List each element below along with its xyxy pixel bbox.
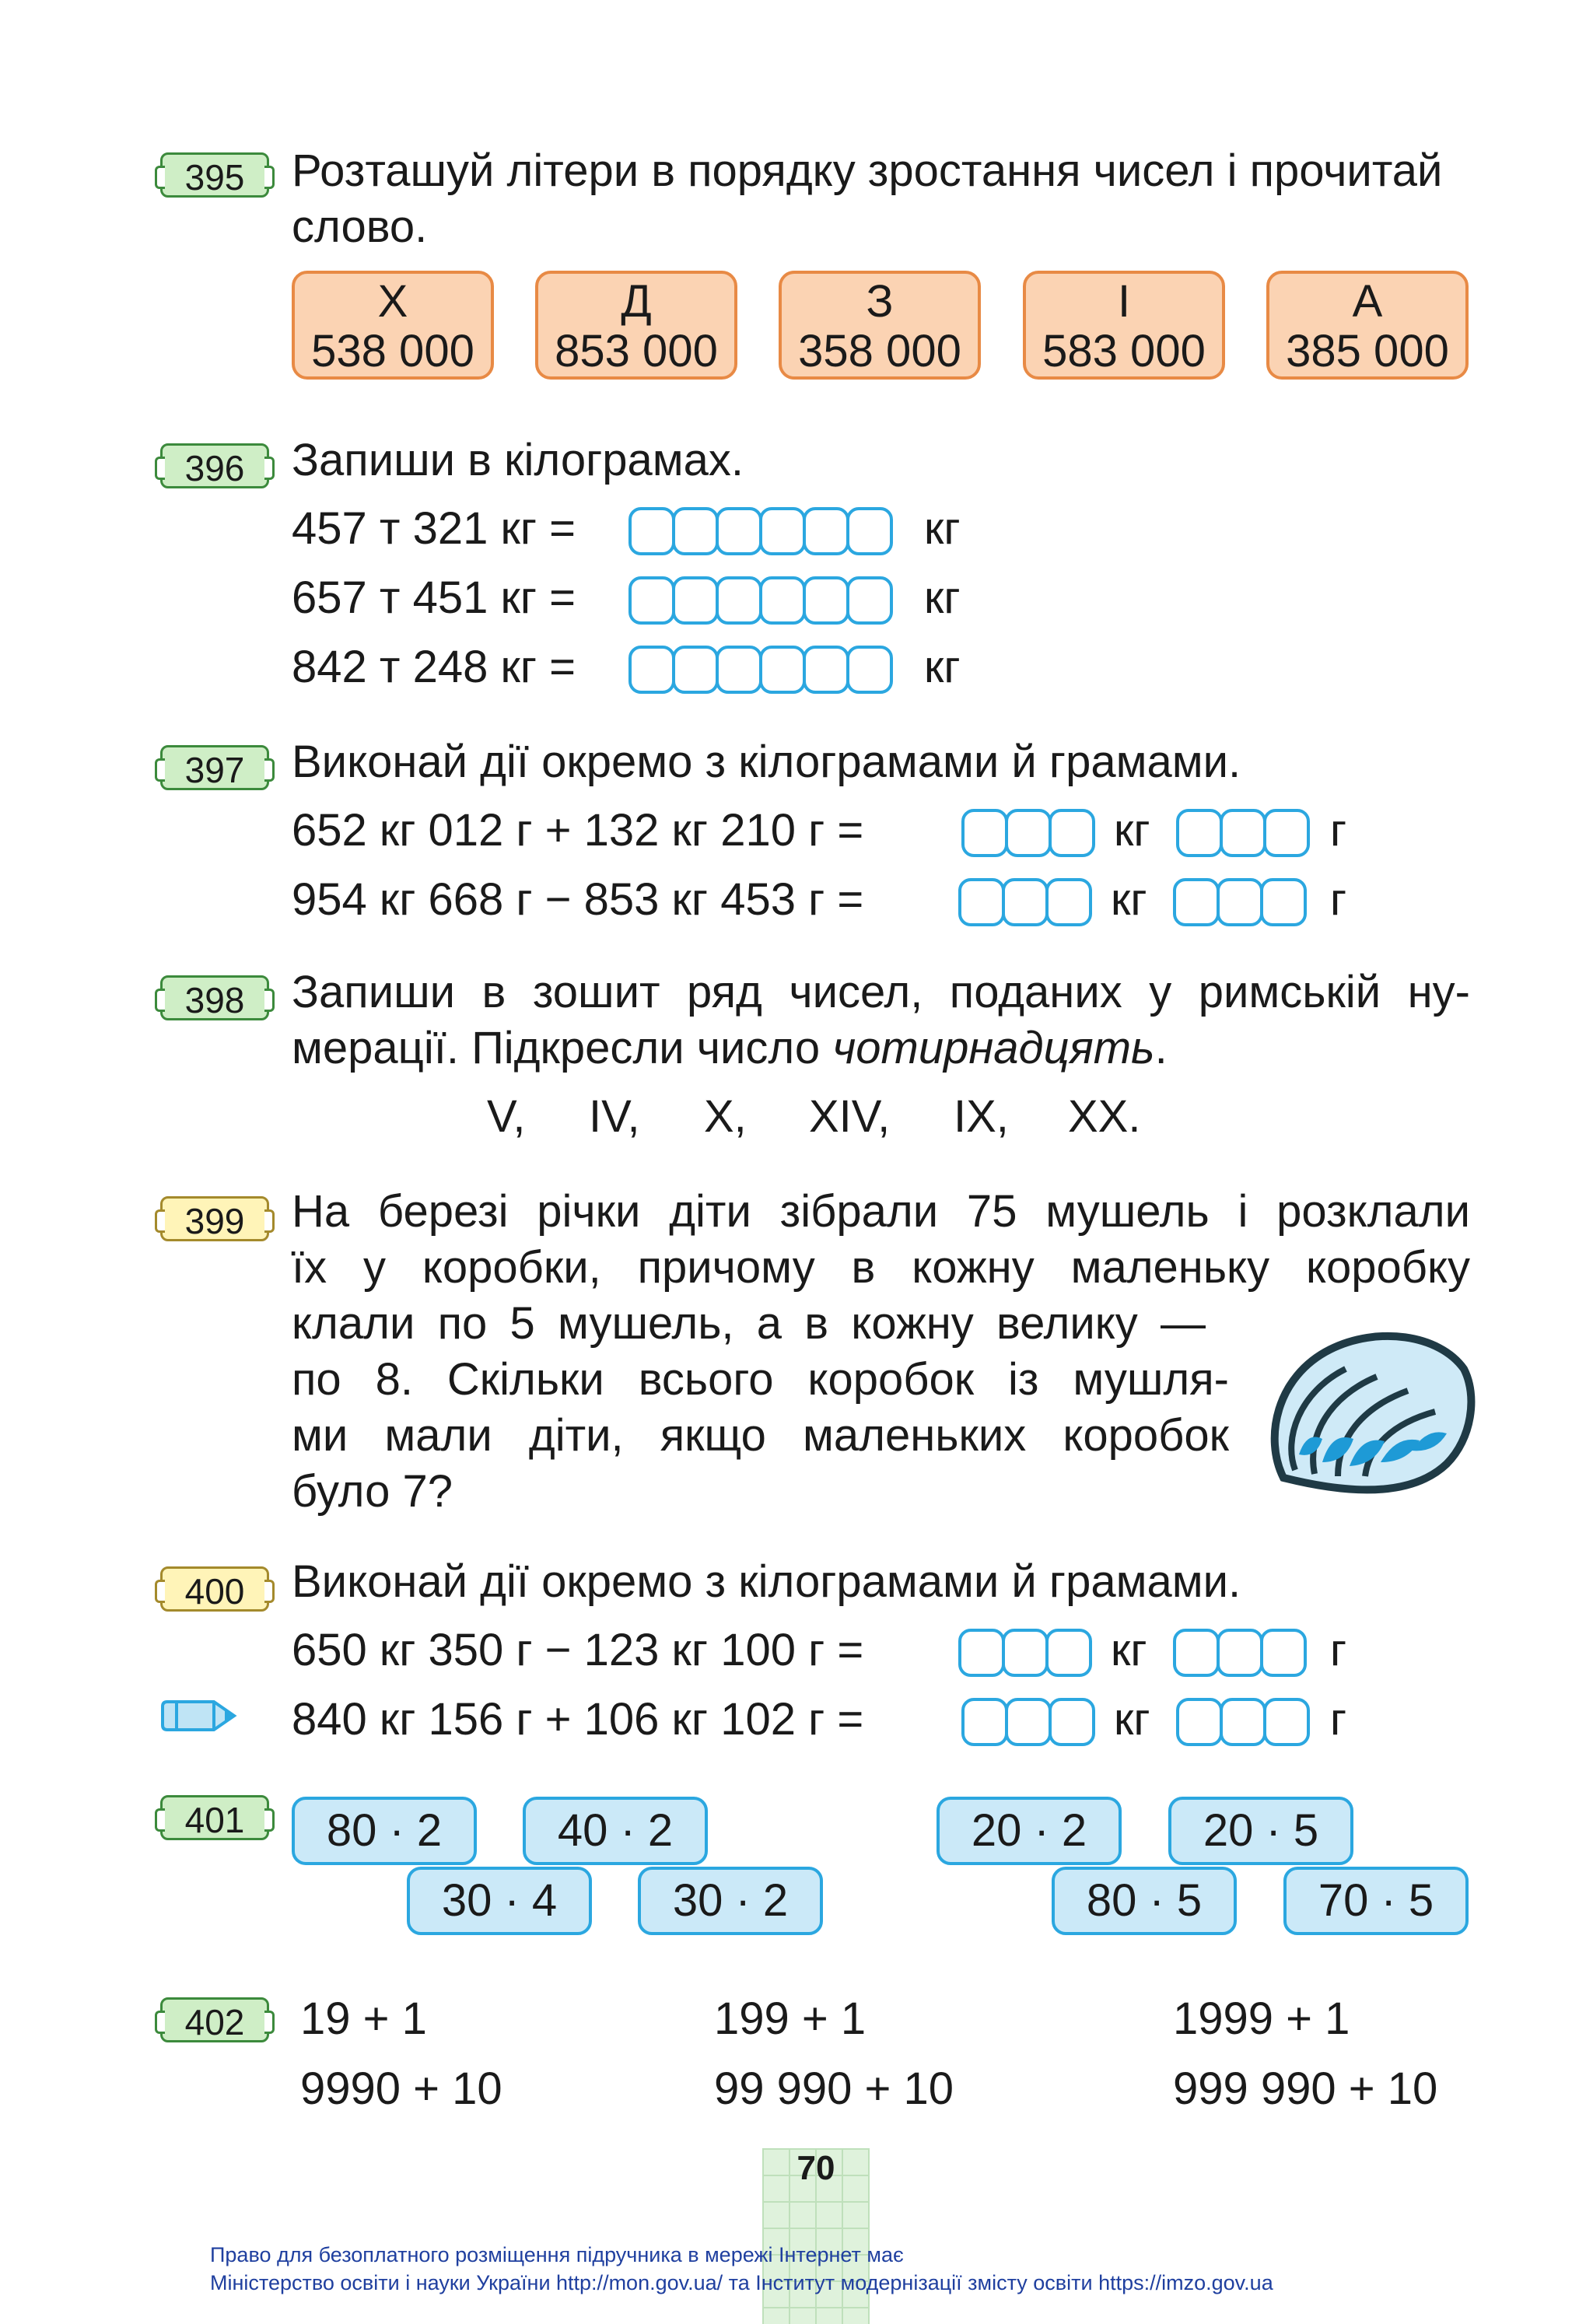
answer-boxes-400-1-kg[interactable] [958, 1629, 1092, 1677]
answer-boxes-397-1-kg[interactable] [961, 809, 1095, 857]
unit-kg: кг [1114, 1694, 1150, 1745]
exercise-396-row-3 [292, 639, 576, 695]
card-value: 358 000 [798, 326, 961, 376]
exercise-397-text: Виконай дії окремо з кілограмами й грамами. [292, 737, 1241, 787]
exercise-number-400: 400 [160, 1566, 269, 1612]
roman-numeral-3: X, [704, 1091, 747, 1142]
answer-boxes-397-2-kg[interactable] [958, 878, 1092, 926]
answer-boxes-396-2[interactable] [628, 576, 893, 625]
unit-kg: кг [1111, 1625, 1147, 1675]
expression-item: 1999 + 1 [1173, 1993, 1350, 2044]
exercise-395-text-line2: слово. [292, 201, 428, 252]
letter-card-5 [1266, 271, 1469, 380]
unit-kg: кг [1111, 874, 1147, 925]
expression-pill: 40 · 2 [523, 1797, 708, 1865]
answer-boxes-397-2-g[interactable] [1173, 878, 1307, 926]
row-expression: 842 т 248 кг = [292, 642, 576, 692]
footer-line-2: Міністерство освіти і науки України http://mon.gov.ua/ та Інститут модернізації змісту освіти https://imzo.gov.ua [210, 2271, 1273, 2294]
expression-pill: 20 · 2 [937, 1797, 1122, 1865]
roman-numeral-2: IV, [589, 1091, 640, 1142]
card-letter: І [1117, 276, 1131, 327]
exercise-395-text-line1: Розташуй літери в порядку зростання чисел і прочитай [292, 145, 1443, 196]
roman-numeral-5: IX, [954, 1091, 1009, 1142]
card-value: 583 000 [1042, 326, 1206, 376]
exercise-397-row-2: 954 кг 668 г − 853 кг 453 г = [292, 874, 864, 925]
expression-pill: 30 · 4 [407, 1867, 592, 1935]
unit-g: г [1330, 805, 1347, 856]
unit-g: г [1330, 1625, 1347, 1675]
letter-card-1 [292, 271, 494, 380]
expression-item: 9990 + 10 [300, 2063, 502, 2114]
card-letter: Х [377, 276, 408, 327]
text: . [1154, 1023, 1168, 1073]
emphasized-word: чотирнадцять [832, 1023, 1155, 1073]
exercise-397-row-1: 652 кг 012 г + 132 кг 210 г = [292, 805, 864, 856]
expression-item: 999 990 + 10 [1173, 2063, 1438, 2114]
exercise-399-line4: по 8. Скільки всього коробок із мушля- [292, 1354, 1229, 1405]
card-value: 385 000 [1286, 326, 1449, 376]
unit-g: г [1330, 1694, 1347, 1745]
expression-pill: 80 · 2 [292, 1797, 477, 1865]
exercise-396-text: Запиши в кілограмах. [292, 435, 744, 485]
exercise-number-395: 395 [160, 152, 269, 198]
unit-g: г [1330, 874, 1347, 925]
row-unit: кг [924, 503, 961, 554]
letter-card-4 [1023, 271, 1225, 380]
row-unit: кг [924, 642, 961, 692]
card-letter: А [1352, 276, 1383, 327]
card-value: 853 000 [555, 326, 718, 376]
answer-boxes-397-1-g[interactable] [1176, 809, 1310, 857]
row-expression: 657 т 451 кг = [292, 572, 576, 623]
answer-boxes-400-2-g[interactable] [1176, 1698, 1310, 1746]
letter-card-3 [779, 271, 981, 380]
expression-pill: 80 · 5 [1052, 1867, 1237, 1935]
exercise-number-399: 399 [160, 1196, 269, 1241]
answer-boxes-400-1-g[interactable] [1173, 1629, 1307, 1677]
roman-numeral-6: XX. [1068, 1091, 1141, 1142]
exercise-number-396: 396 [160, 443, 269, 488]
card-value: 538 000 [311, 326, 474, 376]
exercise-396-row-1 [292, 501, 576, 557]
exercise-399-line3: клали по 5 мушель, а в кожну велику — [292, 1298, 1206, 1349]
exercise-400-text: Виконай дії окремо з кілограмами й грамами. [292, 1556, 1241, 1607]
expression-pill: 70 · 5 [1283, 1867, 1469, 1935]
exercise-number-401: 401 [160, 1795, 269, 1840]
exercise-398-line1: Запиши в зошит ряд чисел, поданих у римській ну- [292, 967, 1470, 1017]
roman-numeral-1: V, [487, 1091, 526, 1142]
exercise-number-398: 398 [160, 975, 269, 1020]
expression-item: 19 + 1 [300, 1993, 427, 2044]
seashell-icon [1260, 1322, 1478, 1501]
exercise-400-row-2: 840 кг 156 г + 106 кг 102 г = [292, 1694, 864, 1745]
text: мерації. Підкресли число [292, 1023, 833, 1073]
page-number: 70 [796, 2149, 835, 2187]
pencil-icon [159, 1699, 237, 1733]
roman-numeral-4: XIV, [809, 1091, 891, 1142]
answer-boxes-396-1[interactable] [628, 507, 893, 555]
row-expression: 457 т 321 кг = [292, 503, 576, 554]
card-letter: З [866, 276, 894, 327]
expression-item: 199 + 1 [714, 1993, 867, 2044]
row-unit: кг [924, 572, 961, 623]
exercise-399-line2: їх у коробки, причому в кожну маленьку коробку [292, 1242, 1470, 1293]
exercise-398-line2 [292, 1020, 1168, 1076]
expression-pill: 20 · 5 [1168, 1797, 1353, 1865]
card-letter: Д [621, 276, 652, 327]
unit-kg: кг [1114, 805, 1150, 856]
exercise-number-402: 402 [160, 1997, 269, 2042]
exercise-400-row-1: 650 кг 350 г − 123 кг 100 г = [292, 1625, 864, 1675]
expression-pill: 30 · 2 [638, 1867, 823, 1935]
exercise-396-row-2 [292, 570, 576, 626]
exercise-399-line1: На березі річки діти зібрали 75 мушель і розклали [292, 1186, 1470, 1237]
footer-line-1: Право для безоплатного розміщення підручника в мережі Інтернет має [210, 2243, 904, 2266]
letter-card-2 [535, 271, 737, 380]
exercise-399-line5: ми мали діти, якщо маленьких коробок [292, 1410, 1229, 1461]
answer-boxes-396-3[interactable] [628, 646, 893, 694]
exercise-number-397: 397 [160, 745, 269, 790]
exercise-399-line6: було 7? [292, 1466, 453, 1517]
answer-boxes-400-2-kg[interactable] [961, 1698, 1095, 1746]
expression-item: 99 990 + 10 [714, 2063, 954, 2114]
